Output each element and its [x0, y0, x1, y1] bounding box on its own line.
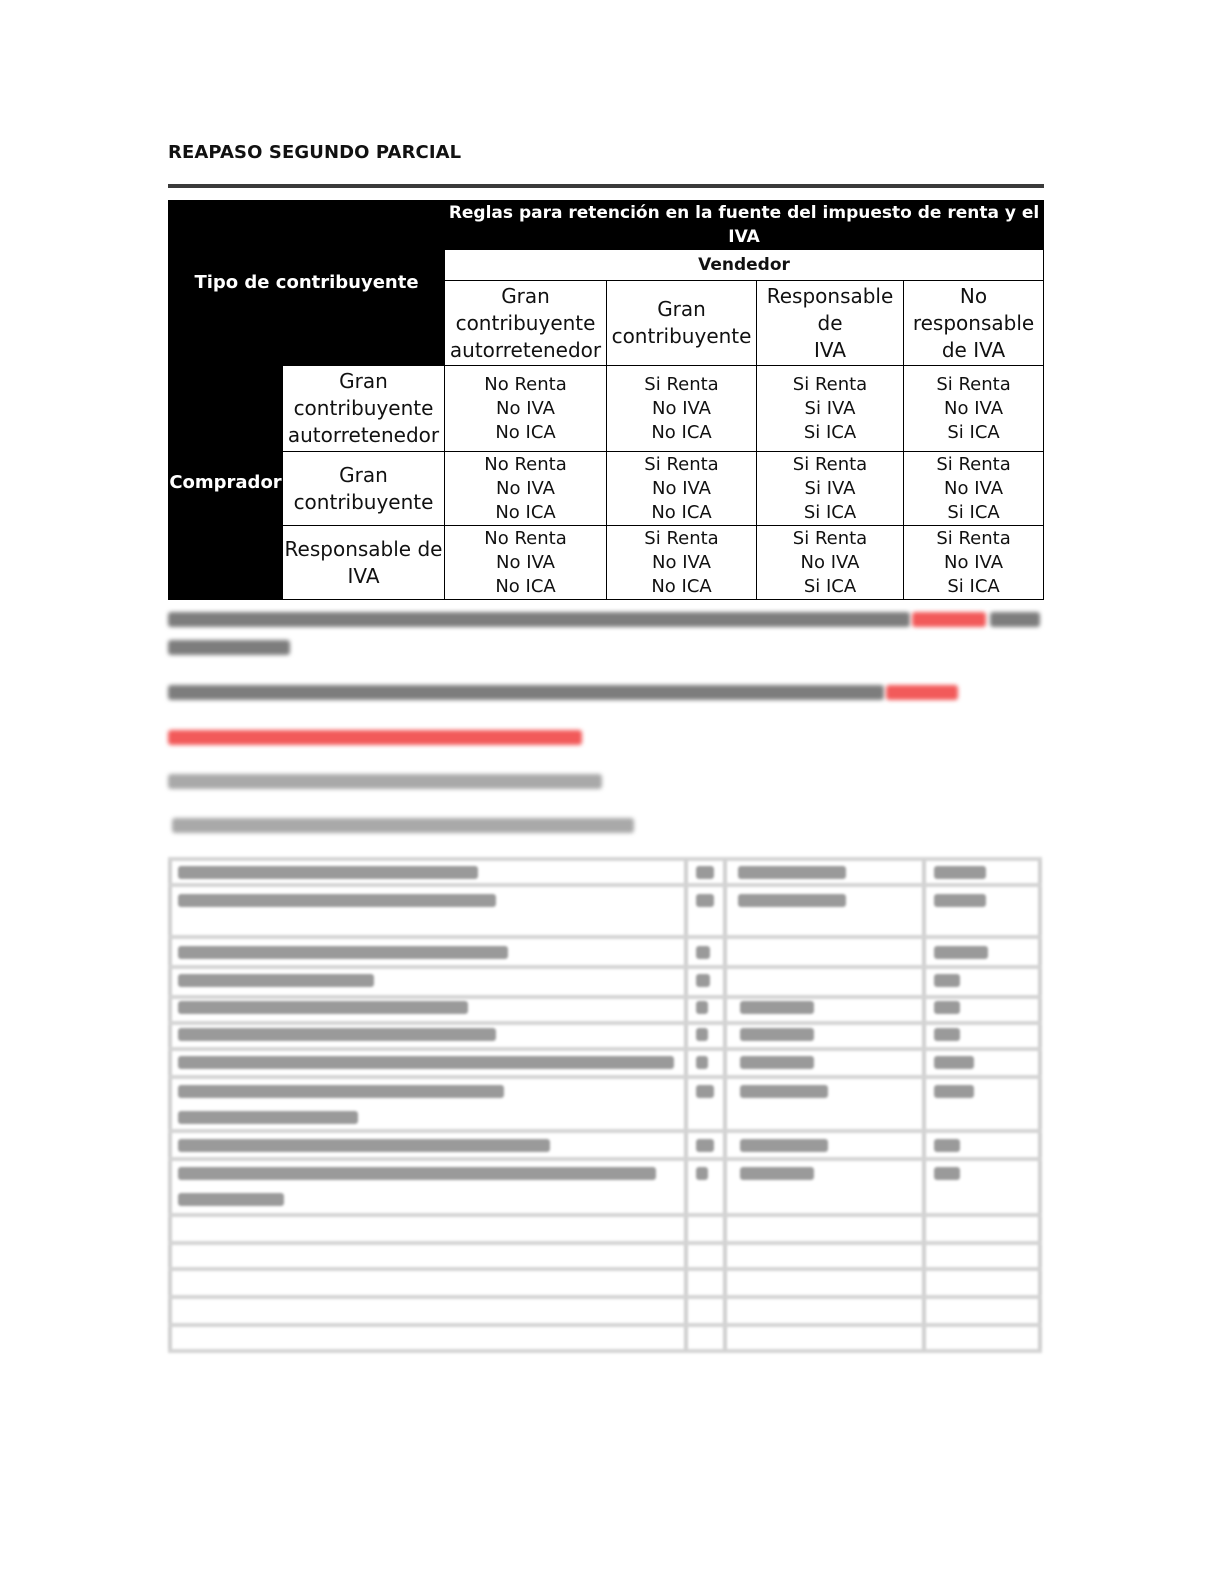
table-border	[168, 1267, 1042, 1271]
blurred-cell	[934, 1085, 974, 1098]
table-border	[168, 1157, 1042, 1161]
blurred-text-line	[168, 612, 910, 627]
blurred-cell	[178, 1139, 550, 1152]
blurred-cell	[738, 866, 846, 879]
rule-cell: No Renta No IVA No ICA	[445, 452, 607, 526]
blurred-cell	[738, 894, 846, 907]
seller-col-header: Gran contribuyente autorretenedor	[445, 281, 607, 366]
blurred-highlight	[168, 730, 582, 745]
blurred-cell	[696, 946, 710, 959]
blurred-cell	[178, 1111, 358, 1124]
blurred-cell	[178, 1001, 468, 1014]
table-border	[168, 1295, 1042, 1299]
buyer-row-header: Gran contribuyente autorretenedor	[283, 366, 445, 452]
rule-cell: Si Renta No IVA Si ICA	[904, 526, 1044, 600]
blurred-cell	[178, 1028, 496, 1041]
blurred-cell	[934, 1001, 960, 1014]
table-border	[168, 1129, 1042, 1133]
page-title: REAPASO SEGUNDO PARCIAL	[168, 142, 462, 163]
blurred-highlight	[886, 685, 958, 700]
blurred-cell	[740, 1001, 814, 1014]
rule-cell: Si Renta No IVA No ICA	[607, 526, 757, 600]
rule-cell: Si Renta No IVA Si ICA	[904, 452, 1044, 526]
table-border	[168, 965, 1042, 969]
blurred-cell	[696, 974, 710, 987]
blurred-cell	[696, 1139, 714, 1152]
comprador-header: Comprador	[169, 366, 283, 600]
table-border	[168, 857, 172, 1353]
table-border	[1038, 857, 1042, 1353]
retention-rules-table	[168, 200, 1044, 600]
blurred-cell	[934, 866, 986, 879]
table-border	[684, 857, 688, 1353]
blurred-text-line	[172, 818, 634, 833]
blurred-cell	[934, 1028, 960, 1041]
blurred-text-line	[168, 640, 290, 655]
blurred-cell	[740, 1167, 814, 1180]
blurred-cell	[740, 1085, 828, 1098]
blurred-cell	[178, 1085, 504, 1098]
blurred-highlight	[912, 612, 986, 627]
table-border	[168, 1241, 1042, 1245]
blurred-cell	[696, 1001, 708, 1014]
rule-cell: No Renta No IVA No ICA	[445, 526, 607, 600]
table-border	[723, 857, 727, 1353]
rule-cell: Si Renta Si IVA Si ICA	[757, 452, 904, 526]
table-border	[168, 1047, 1042, 1051]
tipo-contribuyente-header: Tipo de contribuyente	[169, 201, 445, 366]
blurred-cell	[178, 894, 496, 907]
table-border	[168, 857, 1042, 861]
blurred-cell	[740, 1028, 814, 1041]
buyer-row-header: Responsable de IVA	[283, 526, 445, 600]
blurred-cell	[178, 866, 478, 879]
blurred-text-line	[990, 612, 1040, 627]
vendedor-header: Vendedor	[445, 250, 1044, 281]
rule-cell: No Renta No IVA No ICA	[445, 366, 607, 452]
title-divider	[168, 184, 1044, 188]
blurred-cell	[696, 1085, 714, 1098]
table-border	[168, 935, 1042, 939]
table-border	[922, 857, 926, 1353]
rule-cell: Si Renta Si IVA Si ICA	[757, 366, 904, 452]
table-border	[168, 1021, 1042, 1025]
blurred-cell	[178, 1056, 674, 1069]
blurred-cell	[934, 1139, 960, 1152]
blurred-cell	[696, 1028, 708, 1041]
blurred-cell	[178, 974, 374, 987]
blurred-cell	[178, 946, 508, 959]
seller-col-header: Gran contribuyente	[607, 281, 757, 366]
blurred-cell	[740, 1056, 814, 1069]
table-border	[168, 1075, 1042, 1079]
table-border	[168, 1213, 1042, 1217]
rule-cell: Si Renta No IVA Si ICA	[757, 526, 904, 600]
blurred-cell	[740, 1139, 828, 1152]
blurred-cell	[934, 1056, 974, 1069]
buyer-row-header: Gran contribuyente	[283, 452, 445, 526]
blurred-cell	[696, 1056, 708, 1069]
blurred-rates-table	[168, 857, 1042, 1353]
seller-col-header: No responsable de IVA	[904, 281, 1044, 366]
blurred-cell	[178, 1193, 284, 1206]
rule-cell: Si Renta No IVA Si ICA	[904, 366, 1044, 452]
blurred-cell	[696, 894, 714, 907]
blurred-text-line	[168, 685, 884, 700]
table-border	[168, 1323, 1042, 1327]
blurred-cell	[934, 946, 988, 959]
blurred-cell	[696, 866, 714, 879]
seller-col-header: Responsable de IVA	[757, 281, 904, 366]
blurred-cell	[934, 974, 960, 987]
rule-cell: Si Renta No IVA No ICA	[607, 366, 757, 452]
blurred-cell	[934, 894, 986, 907]
blurred-cell	[696, 1167, 708, 1180]
table-border	[168, 995, 1042, 999]
blurred-cell	[178, 1167, 656, 1180]
table-border	[168, 883, 1042, 887]
blurred-cell	[934, 1167, 960, 1180]
table-caption: Reglas para retención en la fuente del impuesto de renta y el IVA	[445, 201, 1044, 250]
table-border	[168, 1349, 1042, 1353]
blurred-text-line	[168, 774, 602, 789]
rule-cell: Si Renta No IVA No ICA	[607, 452, 757, 526]
